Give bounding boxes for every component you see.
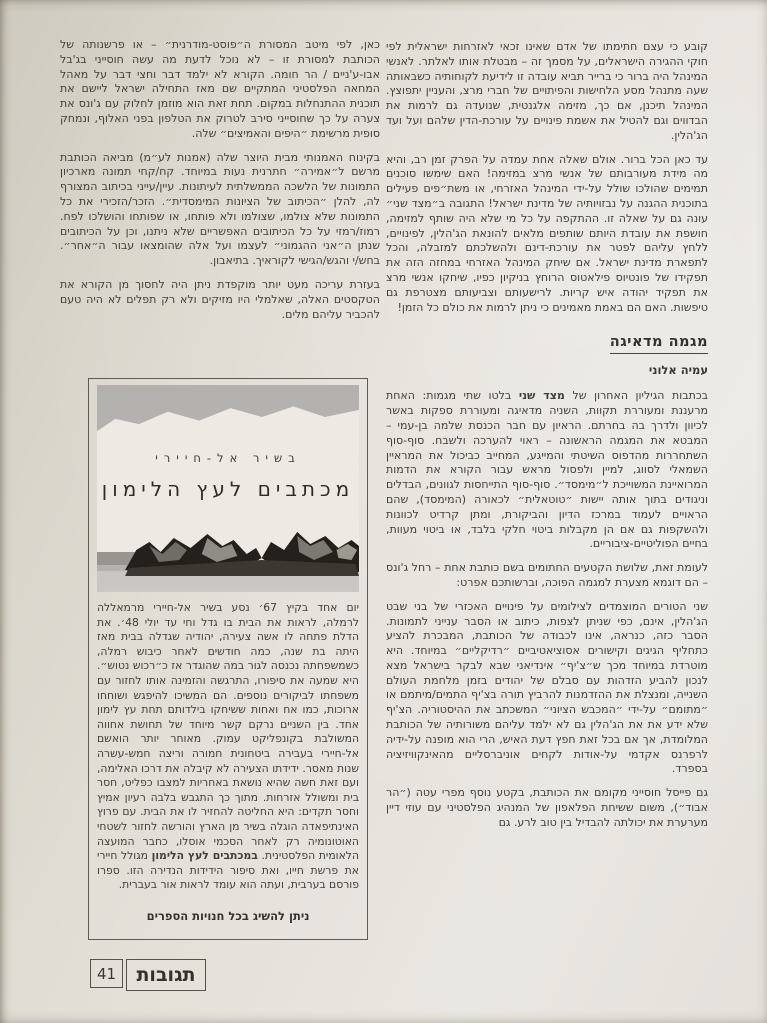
left-paragraph-3: בעזרת עריכה מעט יותר מוקפדת ניתן היה לחסוך מן הקורא את הטקסטים האלה, שאלמלי היו מזיקים ולא רק תפלים לא היה טעם להכביר עליהם מלים.: [60, 277, 380, 321]
crumpled-ridge-art: [97, 524, 359, 586]
continuation-paragraph-1: קובע כי עצם חתימתו של אדם שאינו זכאי לאזרחות ישראלית לפי חוקי ההגירה הישראלים, על מסמך זה – מבטלת אותו לאלתר. לאנשי המינהל היה ברור כי ברייר תביא עובדה זו לידיעת לקוחותיה כשבאותה שעה מתנהל מסע הלחישות והפיתויים של חברי מרצ, והעניין יתפוצץ. המינהל תיכנן, אם כך, מזימה אלגנטית, שנועדה גם לרמות את הבדווים וגם להטיל את אשמת פינויים על עורכת-הדין שלהם ועל ועד הג'הלין.: [386, 40, 708, 142]
article-p1-text-end: בלטו שתי מגמות: האחת מרעננת ומעוררת תקוות, השניה מדאיגה ומעוררת ספקות באשר לכיוון ולדרך בה בחרתם. הראיון עם חבר הכנסת שלמה בן-עמי – המבטא את המגמה הראשונה – ראוי להערכה ולשבח. סוף-סוף השתחררות מהדפוס השיטתי והמייגע, המחייב כביכול את המראיין השמאלי לסווג, למיין ולפסול מראש עבור הקורא את הדמות המרואיינת המשוייכת ל״מימסד״. סוף-סוף התייחסות לגוונים, הבדלים וניגודים בתוך אותה יישות ״טוטאלית״ לכאורה (המימסד), שהם הראויים לעמוד במרכז הדיון והביקורת, ומתן קרדיט לכוונות ולהשקפות גם אם הן מקבלות ביטוי חלקי בלבד, או ביטוי מעוות, בחיים הפוליטיים-ציבוריים.: [386, 389, 708, 551]
book-title-emphasis: במכתבים לעץ הלימון: [151, 849, 258, 863]
article-paragraph-1: [386, 389, 708, 552]
book-text-start: יום אחד בקיץ 67׳ נסע בשיר אל-חיירי מרמאללה לרמלה, לראות את הבית בו גדל וחי עד יולי 48׳. את הדלת פתחה לו אשה צעירה, יהודיה שגדלה בבית מאז היתה בת שנה, כמה חודשים לאחר כיבוש רמלה, כשמשפחתה נכנסה לגור במה שהוגדר אז כ״רכוש נטוש״. היא שמעה את סיפורו, התרגשה והזמינה אותו לחזור עם משפחתו לביקורים נוספים. הם המשיכו להיפגש ושוחחו ארוכות, כמו אח ואחות ששיחקו בילדותם תחת עץ לימון אחד. בין השניים נרקם קשר מיוחד של תחושת אחווה המשולבת בקונפליקט עמוק. מאוחר יותר הואשם אל-חיירי בעבירה ביטחונית חמורה וריצה חמש-עשרה שנות מאסר. ידידתו הצעירה לא קיבלה את דרכו האלימה, ועם זאת חשה שהיא נושאת באחריות למצבו כפליט, חסר בית ומשולל אזרחות. מתוך כך התגבש בלבה רעיון אמיץ וחסר תקדים: היא החליטה להחזיר לו את הבית. עם פרוץ האינתיפאדה הוגלה בשיר מן הארץ והורשה לחזור לשטחי האוטונומיה רק לאחר הסכמי אוסלו, כחבר המועצה הלאומית הפלסטינית.: [97, 601, 359, 863]
article-author: עמיה אלוני: [648, 363, 708, 378]
article-p1-text-start: בכתבות הגיליון האחרון של: [564, 389, 708, 403]
footer-tags: [90, 959, 206, 991]
continuation-paragraph-2: עד כאן הכל ברור. אולם שאלה אחת עמדה על הפרק זמן רב, והיא מה מידת מעורבותם של אנשי מרצ במזימה! האם שימשו סוכנים תמימים שהולכו שולל על-ידי המינהל האזרחי, או משת״פים פעילים בתוכנית ההגנה על נבזויותיה של מדינת ישראל! התגובה ב״מצד שני״ עונה גם על שאלה זו. ההתקפה על כל מי שלא היה שותף למזימה, חושפת את עובדת היותם שותפים מלאים להונאת הג'הלין, לפינויים, ללחץ עליהם לפטר את עורכת-דינם ולהשלכתם למזבלה, והכל לתפארת מדינת ישראל. אם שיחק המינהל האזרחי במחזה הזה את תפקידו של פונטיוס פילאטוס הרוחץ בניקיון כפיו, שיחקו אנשי מרצ את תפקיד יהודה איש קריות. לרישעותם וצביעותם מצטרפת גם טיפשות. האם הם באמת מאמינים כי ניתן לרמות את כולם כל הזמן!: [386, 152, 708, 314]
magazine-name-emphasis: מצד שני: [518, 389, 565, 403]
left-column: [60, 38, 380, 331]
left-paragraph-1: כאן, לפי מיטב המסורת ה״פוסט-מודרנית״ – או פרשנותה של הכותבת למסורת זו – לא נוכל לדעת מה עשה חוסייני בג'בל אבו-ע'ניים / הר חומה. הקורא לא ילמד דבר וחצי דבר על מאהל המחאה הפלסטיני המתקיים שם מאז התחילה ישראל ליישם את תוכנית ההתנחלות במקום. תחת זאת הוא מוזמן לחלוק עם ג'ונס את צערה על כך שחוסייני סירב לטרוק את הטלפון בפני האלוף, ונמחק סופית מרשימת ״היפים והאמיצים״ שלה.: [60, 38, 380, 140]
book-review-text: [97, 601, 359, 893]
section-label-box: תגובות: [126, 959, 206, 991]
article-paragraph-3: שני הטורים המוצמדים לצילומים על פינויים האכזרי של בני שבט הג'הלין, אינם, כפי שניתן לצפות, כיתוב או הסבר ענייני לתמונות. הסבר כזה, כנראה, אינו לכבודה של הכותבת, המבכרת להציע כתחליף הגיגים וקישורים אסוציאטיביים ״רדיקליים״ במיוחד. היא מוטרדת במיוחד מכך ש״צ'יף״ אינדיאני שבא לבקר בישראל מצא לנכון להביע הזדהות עם סבלם של יהודים בזמן מלחמת העולם השנייה, ומנצלת את ההזדמנות להרביץ תורה בצ'יף התמים/מיתמם או ״מתומם״ על-ידי ״המכבש הציוני״ המשכתב את ההיסטוריה. הצ'יף שלא ידע את את הג'הלין גם לא ילמד עליהם משורותיה של הכותבת המלומדת, אך אם בכל זאת חפץ דעת האיש, הרי הוא מופנה על-ידיה לרפרנס אקדמי על-אודות לקחים אוניברסליים מהאינקוויזיציה בספרד.: [386, 599, 708, 776]
book-cover-author: בשיר אל-חיירי: [155, 451, 301, 465]
article-header: [386, 331, 708, 377]
availability-note: ניתן להשיג בכל חנויות הספרים: [146, 908, 310, 923]
article-paragraph-2: לעומת זאת, שלושת הקטעים החתומים בשם כותבת אחת – רחל ג'ונס – הם דוגמא מצערת למגמה הפוכה, וברשותכם אפרט:: [386, 561, 708, 589]
right-column: [386, 40, 708, 840]
book-review-box: [88, 378, 368, 940]
page-number-box: 41: [90, 959, 123, 988]
book-cover-image: [97, 385, 359, 592]
article-paragraph-4: גם פייסל חוסייני מקומם את הכותבת, בקטע נוסף מפרי עטה (״הר אבוד״), משום ששיחת הפלאפון של המנהיג הפלסטיני עם עוזי דיין מערערת את יכולתה להבדיל בין טוב לרע. גם: [386, 786, 708, 829]
book-cover-title: מכתבים לעץ הלימון: [101, 477, 355, 501]
left-paragraph-2: בקינוח האמנותי מבית היוצר שלה (אמנות לע״מ) מביאה הכותבת מרשם ל״אמירה״ חתרנית נעות במיוחד. קח/קחי תמונה מארכיון התמונות של הלשכה הממשלתית לעיתונות. עיין/עייני בכיתוב המצורף לה, להלן ״הכיתוב של הציונות המימסדית״. הזכר/הזכירי את כל התמונות שלא צולמו, שצולמו ולא פותחו, או שפותחו והושלכו לפח. רמוז/רמזי על כל הכיתובים האפשריים שלא ניתנו, וכן על הכיתובים שנתן ה״אני ההגמוני״ לעצמו ועל אלה שהומצאו עבור ה״אחר״. בחש/י והגש/הגישי לקוראיך. בתיאבון.: [60, 150, 380, 268]
book-text-end: מגולל חיירי את פרשת חייו, ואת סיפור הידידות הנדירה הזו. ספרו פורסם בערבית, ועתה הוא עומד לראות אור בעברית.: [97, 849, 359, 892]
article-title: מגמה מדאיגה: [610, 334, 708, 354]
